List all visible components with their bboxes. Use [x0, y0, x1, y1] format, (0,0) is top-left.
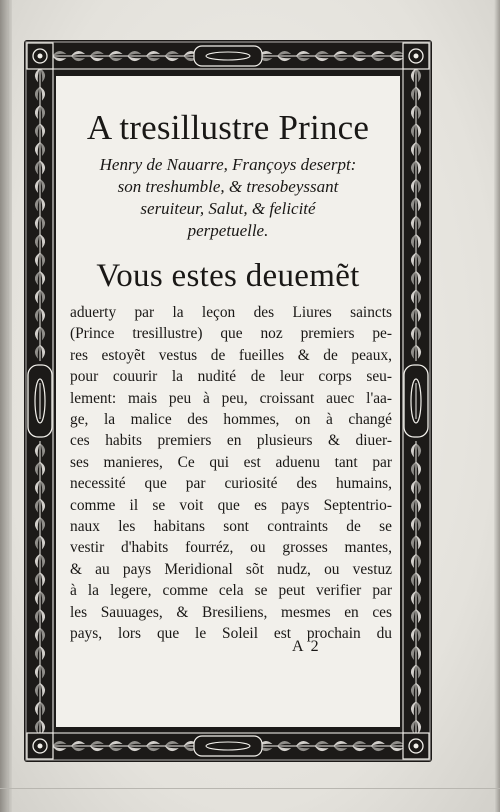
signature-mark: A 2	[292, 638, 321, 655]
dedication-block	[60, 154, 396, 242]
page-gutter-shadow	[0, 0, 12, 812]
body-line: necessité que par curiosité des humains,	[70, 475, 392, 493]
dedication-line: perpetuelle.	[187, 221, 269, 240]
body-line: & au pays Meridional sõt nudz, ou vestuz	[70, 560, 392, 578]
body-line: pour couurir la nudité de leur corps seu-	[70, 368, 392, 386]
body-line: vestir d'habits fourréz, ou grosses mantes,	[70, 539, 392, 557]
body-line: à la legere, comme cela se peut verifier par	[70, 582, 392, 600]
body-line: res estoyẽt vestus de fueilles & de peaux,	[70, 346, 392, 364]
page-title: A tresillustre Prince	[86, 108, 370, 147]
dedication-line: Henry de Nauarre, Françoys deserpt:	[99, 155, 357, 174]
body-line: ge, la malice des hommes, on à changé	[70, 411, 392, 429]
page-rule-vertical	[8, 0, 9, 812]
body-line: ses manieres, Ce qui est aduenu tant par	[70, 453, 392, 471]
body-line: naux les habitans sont contraints de se	[70, 518, 392, 536]
body-text	[60, 302, 396, 645]
page-rule-horizontal	[0, 788, 500, 789]
body-line: (Prince tresillustre) que noz premiers pe-	[70, 325, 392, 343]
body-line: les Sauuages, & Bresiliens, mesmes en ces	[70, 603, 392, 621]
opening-line: Vous estes deuemẽt	[96, 258, 360, 294]
body-line: lement: mais peu à peu, croissant auec l'aa-	[70, 389, 392, 407]
body-line: comme il se voit que es pays Septentrio-	[70, 496, 392, 514]
page-text-block	[60, 80, 396, 720]
page-edge	[494, 0, 500, 812]
dedication-line: seruiteur, Salut, & felicité	[140, 199, 316, 218]
dedication-line: son treshumble, & tresobeyssant	[117, 177, 339, 196]
body-line: aduerty par la leçon des Liures saincts	[70, 304, 392, 321]
body-line: ces habits premiers en plusieurs & diuer-	[70, 432, 392, 450]
body-line: pays, lors que le Soleil est prochain du	[70, 625, 392, 643]
